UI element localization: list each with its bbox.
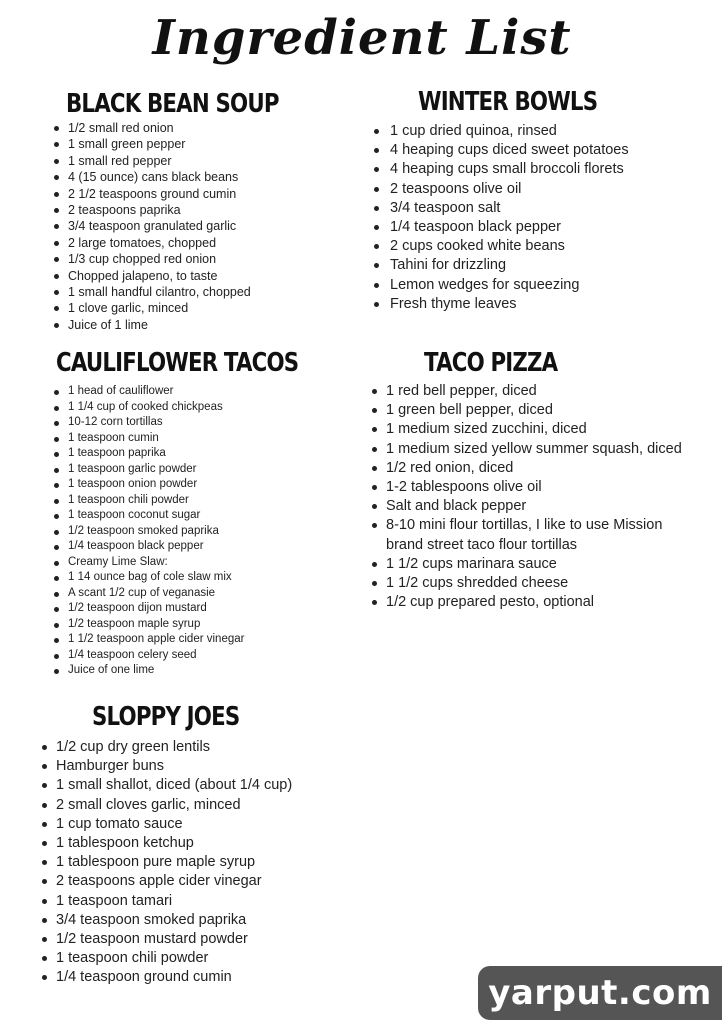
ingredient-item: 1/4 teaspoon ground cumin bbox=[40, 968, 292, 987]
black-bean-soup-section bbox=[52, 88, 325, 333]
ingredient-item: 1 clove garlic, minced bbox=[52, 300, 325, 316]
ingredient-item: 1 1/2 cups shredded cheese bbox=[370, 574, 720, 593]
ingredient-list bbox=[52, 384, 352, 679]
ingredient-item: 1-2 tablespoons olive oil bbox=[370, 478, 720, 497]
ingredient-item: 1/2 red onion, diced bbox=[370, 459, 720, 478]
section-heading: SLOPPY JOES bbox=[92, 702, 240, 732]
ingredient-item: 2 small cloves garlic, minced bbox=[40, 796, 292, 815]
ingredient-item: 2 teaspoons paprika bbox=[52, 202, 325, 218]
winter-bowls-section bbox=[372, 86, 637, 314]
ingredient-item: 1 small shallot, diced (about 1/4 cup) bbox=[40, 776, 292, 795]
ingredient-item: 1 head of cauliflower bbox=[52, 384, 352, 400]
ingredient-item: 4 heaping cups small broccoli florets bbox=[372, 160, 637, 179]
ingredient-item: 1/4 teaspoon black pepper bbox=[52, 539, 352, 555]
ingredient-item: 1 1/4 cup of cooked chickpeas bbox=[52, 400, 352, 416]
sloppy-joes-section bbox=[40, 700, 292, 988]
ingredient-item: 2 teaspoons olive oil bbox=[372, 180, 637, 199]
ingredient-item: 2 large tomatoes, chopped bbox=[52, 235, 325, 251]
ingredient-item: Chopped jalapeno, to taste bbox=[52, 268, 325, 284]
ingredient-item: 1 teaspoon chili powder bbox=[52, 493, 352, 509]
ingredient-item: Juice of one lime bbox=[52, 663, 352, 679]
ingredient-item: 1/2 teaspoon dijon mustard bbox=[52, 601, 352, 617]
ingredient-item: 1 cup tomato sauce bbox=[40, 815, 292, 834]
ingredient-item: 1 teaspoon paprika bbox=[52, 446, 352, 462]
ingredient-item: Tahini for drizzling bbox=[372, 256, 637, 275]
ingredient-item: 1 tablespoon ketchup bbox=[40, 834, 292, 853]
ingredient-item: 1 medium sized zucchini, diced bbox=[370, 420, 720, 439]
ingredient-item: 1 small green pepper bbox=[52, 136, 325, 152]
ingredient-item: 2 1/2 teaspoons ground cumin bbox=[52, 186, 325, 202]
ingredient-item: A scant 1/2 cup of veganasie bbox=[52, 586, 352, 602]
watermark-badge bbox=[478, 966, 722, 1020]
ingredient-item: 1 teaspoon tamari bbox=[40, 892, 292, 911]
section-heading: TACO PIZZA bbox=[424, 348, 558, 378]
ingredient-item: 1 small handful cilantro, chopped bbox=[52, 284, 325, 300]
ingredient-item: 1/2 teaspoon smoked paprika bbox=[52, 524, 352, 540]
ingredient-item: 1 1/2 cups marinara sauce bbox=[370, 555, 720, 574]
watermark-text: yarput.com bbox=[488, 973, 712, 1013]
ingredient-item: 1 1/2 teaspoon apple cider vinegar bbox=[52, 632, 352, 648]
ingredient-list bbox=[370, 382, 720, 612]
ingredient-list bbox=[52, 120, 325, 333]
ingredient-item: 1/3 cup chopped red onion bbox=[52, 251, 325, 267]
ingredient-item: 1/2 small red onion bbox=[52, 120, 325, 136]
ingredient-item: Lemon wedges for squeezing bbox=[372, 276, 637, 295]
page-title: Ingredient List bbox=[152, 10, 572, 66]
section-heading: BLACK BEAN SOUP bbox=[66, 89, 279, 119]
ingredient-item: 8-10 mini flour tortillas, I like to use Mission bbox=[370, 516, 720, 535]
ingredient-item: 1/2 teaspoon maple syrup bbox=[52, 617, 352, 633]
ingredient-item: 1/2 cup prepared pesto, optional bbox=[370, 593, 720, 612]
ingredient-item: 3/4 teaspoon smoked paprika bbox=[40, 911, 292, 930]
ingredient-item: 1 teaspoon onion powder bbox=[52, 477, 352, 493]
ingredient-item: Juice of 1 lime bbox=[52, 317, 325, 333]
ingredient-item: 1 teaspoon garlic powder bbox=[52, 462, 352, 478]
ingredient-item: Salt and black pepper bbox=[370, 497, 720, 516]
ingredient-item: 1/4 teaspoon celery seed bbox=[52, 648, 352, 664]
cauliflower-tacos-section bbox=[52, 346, 352, 679]
ingredient-item: 1 tablespoon pure maple syrup bbox=[40, 853, 292, 872]
ingredient-list bbox=[372, 122, 637, 314]
ingredient-item: Fresh thyme leaves bbox=[372, 295, 637, 314]
ingredient-item: 4 (15 ounce) cans black beans bbox=[52, 169, 325, 185]
ingredient-item: 1/2 cup dry green lentils bbox=[40, 738, 292, 757]
ingredient-item: Hamburger buns bbox=[40, 757, 292, 776]
ingredient-item: 2 teaspoons apple cider vinegar bbox=[40, 872, 292, 891]
ingredient-item: 10-12 corn tortillas bbox=[52, 415, 352, 431]
ingredient-list bbox=[40, 738, 292, 988]
ingredient-item: 4 heaping cups diced sweet potatoes bbox=[372, 141, 637, 160]
ingredient-item: 1 14 ounce bag of cole slaw mix bbox=[52, 570, 352, 586]
taco-pizza-section bbox=[370, 346, 720, 612]
ingredient-item: 1 teaspoon coconut sugar bbox=[52, 508, 352, 524]
ingredient-item: 1 teaspoon chili powder bbox=[40, 949, 292, 968]
ingredient-item: 1/4 teaspoon black pepper bbox=[372, 218, 637, 237]
ingredient-item: 1 green bell pepper, diced bbox=[370, 401, 720, 420]
ingredient-item: Creamy Lime Slaw: bbox=[52, 555, 352, 571]
ingredient-item: 3/4 teaspoon granulated garlic bbox=[52, 218, 325, 234]
ingredient-item: brand street taco flour tortillas bbox=[386, 536, 578, 553]
ingredient-item: 1 cup dried quinoa, rinsed bbox=[372, 122, 637, 141]
ingredient-item: 1 medium sized yellow summer squash, diced bbox=[370, 440, 720, 459]
section-heading: WINTER BOWLS bbox=[418, 87, 598, 117]
ingredient-item: 3/4 teaspoon salt bbox=[372, 199, 637, 218]
section-heading: CAULIFLOWER TACOS bbox=[56, 348, 299, 378]
ingredient-item: 2 cups cooked white beans bbox=[372, 237, 637, 256]
ingredient-item: 1 red bell pepper, diced bbox=[370, 382, 720, 401]
ingredient-item: 1 teaspoon cumin bbox=[52, 431, 352, 447]
ingredient-item: 1/2 teaspoon mustard powder bbox=[40, 930, 292, 949]
ingredient-item: 1 small red pepper bbox=[52, 153, 325, 169]
